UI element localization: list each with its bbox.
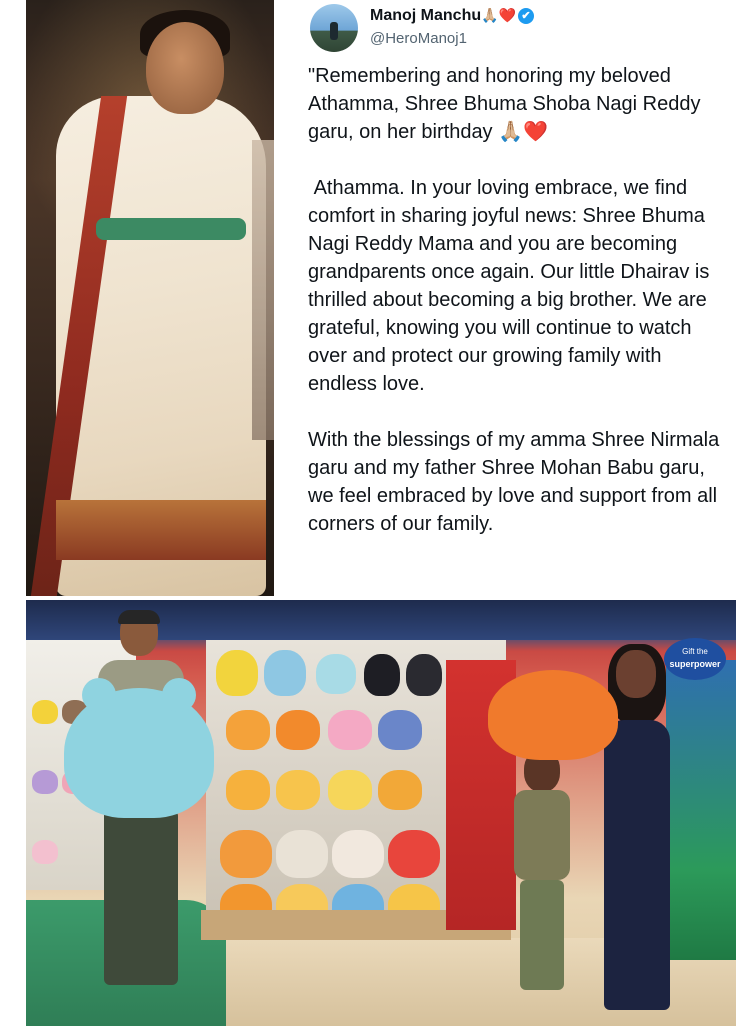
man-trousers: [104, 810, 178, 985]
bear-ear: [162, 678, 196, 712]
plush-toy: [328, 710, 372, 750]
child-trousers: [520, 880, 564, 990]
plush-toy: [32, 770, 58, 794]
plush-toy: [276, 710, 320, 750]
portrait-photo: [26, 0, 274, 596]
plush-toy: [216, 650, 258, 696]
plush-toy: [276, 770, 320, 810]
man-cap: [118, 610, 160, 624]
name-emojis: 🙏🏼❤️: [481, 7, 516, 23]
profile-avatar-icon[interactable]: [310, 4, 358, 52]
plush-toy: [32, 840, 58, 864]
plush-toy: [332, 830, 384, 878]
orange-plush-toy: [488, 670, 618, 760]
store-sign-line1: Gift the: [682, 647, 708, 656]
plush-toy: [364, 654, 400, 696]
plush-toy: [328, 770, 372, 810]
woman-face: [616, 650, 656, 698]
child-shirt: [514, 790, 570, 880]
right-toy-shelf: [666, 660, 736, 960]
photo-side-figure: [252, 140, 274, 440]
tweet-body: "Remembering and honoring my beloved Athamma, Shree Bhuma Shoba Nagi Reddy garu, on her birthday 🙏🏼❤️ Athamma. In your loving embrace, we find comfort in sharing joyful news: Shree Bhuma Nagi Reddy Mama and you are becoming grandparents once again. Our little Dhairav is thrilled about becoming a big brother. We are grateful, knowing you will continue to watch over and protect our growing family with endless love. With the blessings of my amma Shree Nirmala garu and my father Shree Mohan Babu garu, we feel embraced by love and support from all corners of our family.: [308, 65, 720, 535]
saree-hem: [56, 500, 266, 560]
toy-store-photo: [26, 600, 736, 1026]
plush-toy: [220, 830, 272, 878]
bear-ear: [82, 678, 116, 712]
plush-toy: [276, 830, 328, 878]
saree-sash: [96, 218, 246, 240]
display-name[interactable]: [370, 7, 534, 25]
display-name-text: Manoj Manchu: [370, 7, 482, 24]
portrait-face: [146, 22, 224, 114]
plush-toy: [378, 770, 422, 810]
verified-badge-icon: ✔: [518, 8, 534, 24]
plush-toy: [406, 654, 442, 696]
woman-outfit: [604, 720, 670, 1010]
child-standing: [506, 750, 576, 1010]
plush-toy: [264, 650, 306, 696]
tweet-card: [290, 0, 730, 596]
plush-toy: [316, 654, 356, 694]
avatar-figure: [330, 22, 338, 40]
plush-toy: [388, 830, 440, 878]
plush-toy: [226, 770, 270, 810]
blue-teddy-bear: [64, 688, 214, 818]
store-sign-line2: superpower: [669, 659, 721, 669]
plush-toy: [32, 700, 58, 724]
plush-toy: [378, 710, 422, 750]
user-handle[interactable]: @HeroManoj1: [370, 30, 467, 47]
plush-toy: [226, 710, 270, 750]
